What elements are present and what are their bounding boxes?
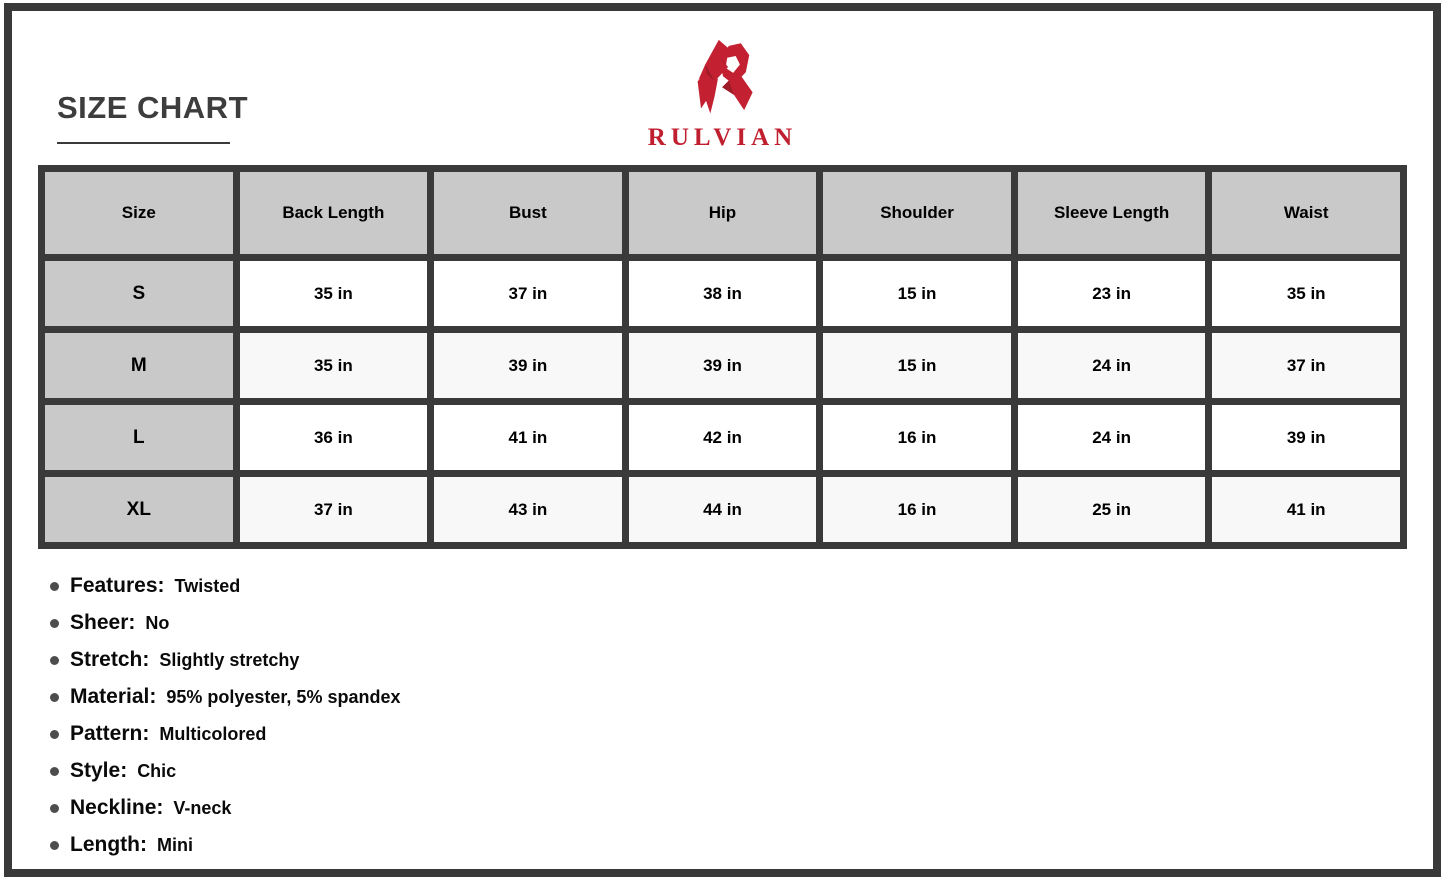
- bullet-icon: [50, 767, 59, 776]
- detail-sheer: [50, 611, 400, 635]
- detail-value: 95% polyester, 5% spandex: [166, 686, 401, 707]
- detail-value: V-neck: [173, 797, 232, 818]
- header-shoulder: Shoulder: [823, 172, 1011, 254]
- detail-label: Material:: [70, 685, 157, 708]
- header-sleeve-length: Sleeve Length: [1018, 172, 1206, 254]
- measurement-cell: 23 in: [1018, 261, 1206, 326]
- product-details-list: [50, 574, 400, 870]
- size-label: XL: [45, 477, 233, 542]
- measurement-cell: 43 in: [434, 477, 622, 542]
- brand-wordmark: RULVIAN: [647, 124, 798, 151]
- page-title: SIZE CHART: [57, 90, 248, 125]
- measurement-cell: 39 in: [1212, 405, 1400, 470]
- bullet-icon: [50, 656, 59, 665]
- detail-style: [50, 759, 400, 783]
- measurement-cell: 24 in: [1018, 333, 1206, 398]
- table-row-s: [45, 261, 1400, 326]
- bullet-icon: [50, 693, 59, 702]
- measurement-cell: 37 in: [240, 477, 428, 542]
- detail-label: Stretch:: [70, 648, 150, 671]
- measurement-cell: 39 in: [629, 333, 817, 398]
- measurement-cell: 25 in: [1018, 477, 1206, 542]
- detail-label: Style:: [70, 759, 128, 782]
- detail-length: [50, 833, 400, 857]
- header-waist: Waist: [1212, 172, 1400, 254]
- header-bust: Bust: [434, 172, 622, 254]
- size-label: S: [45, 261, 233, 326]
- table-row-m: [45, 333, 1400, 398]
- bullet-icon: [50, 804, 59, 813]
- size-chart-table: [38, 165, 1407, 549]
- detail-pattern: [50, 722, 400, 746]
- measurement-cell: 37 in: [1212, 333, 1400, 398]
- measurement-cell: 38 in: [629, 261, 817, 326]
- table-header-row: [45, 172, 1400, 254]
- bullet-icon: [50, 841, 59, 850]
- detail-label: Pattern:: [70, 722, 150, 745]
- detail-value: Twisted: [174, 575, 241, 596]
- detail-value: Mini: [156, 834, 193, 855]
- detail-label: Neckline:: [70, 796, 164, 819]
- detail-label: Length:: [70, 833, 147, 856]
- detail-label: Features:: [70, 574, 165, 597]
- bullet-icon: [50, 730, 59, 739]
- measurement-cell: 35 in: [240, 261, 428, 326]
- measurement-cell: 41 in: [434, 405, 622, 470]
- measurement-cell: 15 in: [823, 261, 1011, 326]
- detail-value: Slightly stretchy: [159, 649, 300, 670]
- detail-value: Multicolored: [159, 723, 267, 744]
- bullet-icon: [50, 582, 59, 591]
- measurement-cell: 35 in: [1212, 261, 1400, 326]
- table-row-l: [45, 405, 1400, 470]
- detail-value: Chic: [137, 760, 177, 781]
- detail-value: No: [145, 612, 170, 633]
- measurement-cell: 39 in: [434, 333, 622, 398]
- table-row-xl: [45, 477, 1400, 542]
- header-back-length: Back Length: [240, 172, 428, 254]
- measurement-cell: 44 in: [629, 477, 817, 542]
- measurement-cell: 24 in: [1018, 405, 1206, 470]
- detail-stretch: [50, 648, 400, 672]
- detail-neckline: [50, 796, 400, 820]
- detail-features: [50, 574, 400, 598]
- brand-logo: [0, 34, 1445, 152]
- header-size: Size: [45, 172, 233, 254]
- measurement-cell: 16 in: [823, 477, 1011, 542]
- measurement-cell: 16 in: [823, 405, 1011, 470]
- measurement-cell: 36 in: [240, 405, 428, 470]
- bullet-icon: [50, 619, 59, 628]
- brand-r-monogram-icon: [679, 34, 767, 122]
- measurement-cell: 15 in: [823, 333, 1011, 398]
- measurement-cell: 41 in: [1212, 477, 1400, 542]
- measurement-cell: 37 in: [434, 261, 622, 326]
- detail-label: Sheer:: [70, 611, 136, 634]
- detail-material: [50, 685, 400, 709]
- measurement-cell: 35 in: [240, 333, 428, 398]
- size-label: M: [45, 333, 233, 398]
- size-label: L: [45, 405, 233, 470]
- measurement-cell: 42 in: [629, 405, 817, 470]
- header-hip: Hip: [629, 172, 817, 254]
